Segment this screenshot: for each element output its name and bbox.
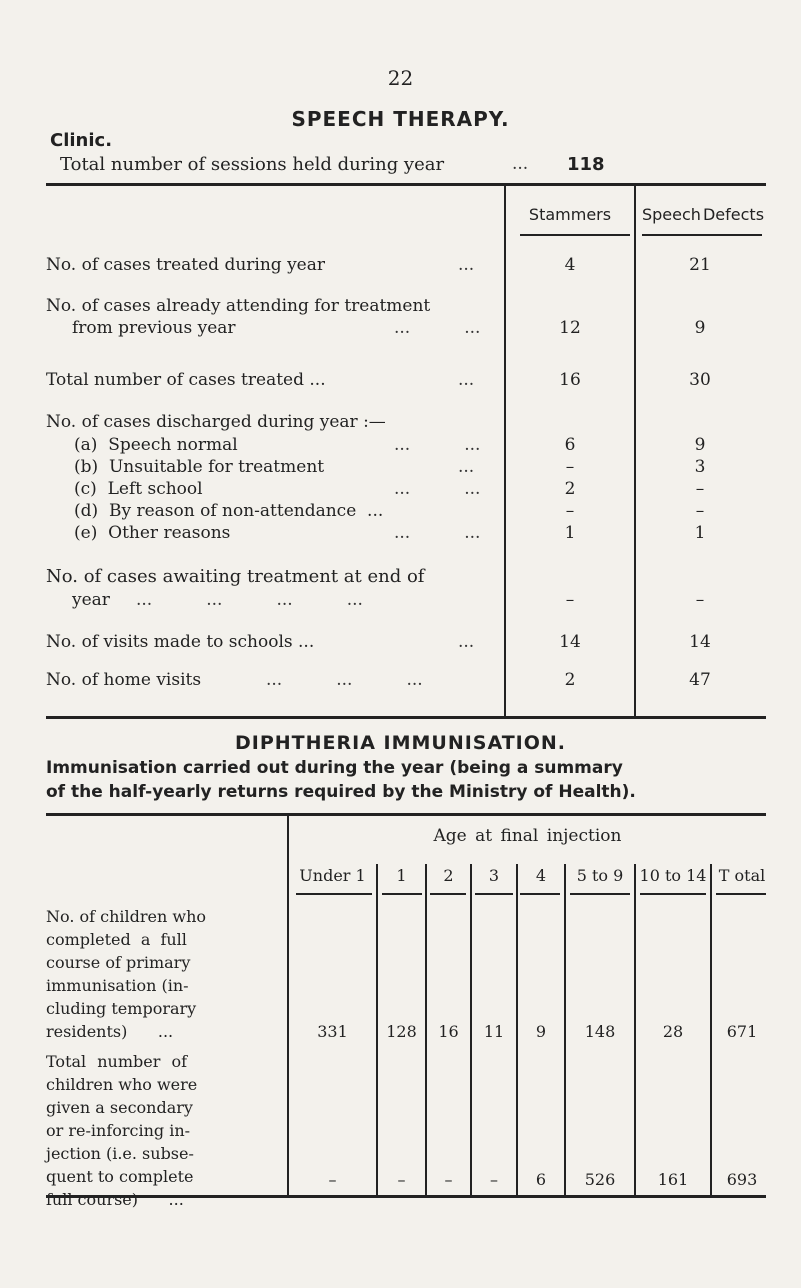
row-label: No. of visits made to schools ... [46, 632, 315, 652]
defects-value: 21 [689, 255, 711, 275]
clinic-heading: Clinic. [50, 130, 113, 151]
stammers-value: 12 [559, 318, 581, 338]
row-label-line: immunisation (in- [46, 976, 189, 995]
diphtheria-subtitle-line1: Immunisation carried out during the year (being a summary [46, 758, 623, 778]
value-age-2: 16 [438, 1022, 459, 1041]
sessions-label: Total number of sessions held during year [60, 154, 445, 175]
value-5-to-9: 148 [584, 1022, 616, 1041]
stammers-value: 2 [564, 479, 576, 499]
row-label: (c) Left school [74, 479, 203, 499]
row-label-line1: No. of cases already attending for treatment [46, 296, 431, 316]
row-dots: ... [458, 457, 475, 477]
value-5-to-9: 526 [584, 1170, 616, 1189]
speech-col-divider-1 [504, 185, 506, 717]
defects-value: 9 [694, 318, 706, 338]
col-header-1: 1 [396, 866, 407, 885]
row-label: (e) Other reasons [74, 523, 231, 543]
row-dots: ... [458, 370, 475, 390]
immunisation-table-top-rule [46, 813, 766, 816]
defects-value: – [695, 590, 705, 610]
row-label-line: given a secondary [46, 1098, 193, 1117]
defects-value: 14 [689, 632, 711, 652]
row-label-line: cluding temporary [46, 999, 197, 1018]
sessions-dots: ... [512, 154, 529, 174]
age-at-final-injection-header: Age at final injection [433, 826, 622, 846]
header-underline [570, 893, 630, 895]
row-dots: ... ... ... ... [136, 590, 363, 610]
header-underline [640, 893, 706, 895]
row-label-line: quent to complete [46, 1167, 194, 1186]
defects-header-underline [642, 234, 762, 236]
row-label: No. of cases treated during year [46, 255, 326, 275]
header-underline [430, 893, 466, 895]
col-header-2: 2 [443, 866, 454, 885]
diphtheria-subtitle-line2: of the half-yearly returns required by the Ministry of Health). [46, 782, 636, 802]
row-label-line: completed a full [46, 930, 187, 949]
defects-value: 9 [694, 435, 706, 455]
value-age-4: 9 [535, 1022, 547, 1041]
col-header-3: 3 [488, 866, 500, 885]
value-age-1: – [397, 1170, 406, 1189]
row-dots: ... ... [394, 435, 481, 455]
row-dots: ... [458, 255, 475, 275]
row-label-line1: No. of cases awaiting treatment at end of [46, 566, 425, 587]
discharged-heading: No. of cases discharged during year :— [46, 412, 386, 432]
row-dots: ... ... ... [266, 670, 423, 690]
header-underline [716, 893, 766, 895]
value-age-1: 128 [386, 1022, 417, 1041]
col-header-under-1: Under 1 [299, 866, 366, 885]
stammers-value: 6 [564, 435, 576, 455]
stammers-value: – [565, 501, 575, 521]
col-header-5-to-9: 5 to 9 [576, 866, 624, 885]
row-label: No. of home visits [46, 670, 202, 690]
row-label: (b) Unsuitable for treatment [74, 457, 325, 477]
value-age-3: – [490, 1170, 498, 1189]
value-age-3: 11 [483, 1022, 505, 1041]
stammers-value: 4 [564, 255, 576, 275]
row-label-line2: year [72, 590, 110, 610]
stammers-value: – [565, 457, 575, 477]
row-label-line: course of primary [46, 953, 191, 972]
value-total: 693 [726, 1170, 758, 1189]
defects-value: 3 [694, 457, 706, 477]
row-label: (d) By reason of non-attendance ... [74, 501, 384, 521]
header-underline [475, 893, 513, 895]
value-under-1: 331 [317, 1022, 348, 1041]
row-label-line: jection (i.e. subse- [46, 1144, 194, 1163]
defects-value: – [695, 501, 705, 521]
row-label-line: Total number of [46, 1052, 188, 1071]
row-dots: ... ... [394, 479, 481, 499]
value-total: 671 [726, 1022, 758, 1041]
defects-value: 1 [694, 523, 706, 543]
speech-therapy-title: SPEECH THERAPY. [291, 107, 510, 131]
stammers-value: 2 [564, 670, 576, 690]
row-label-line: children who were [46, 1075, 198, 1094]
stammers-value: 1 [564, 523, 576, 543]
row-dots: ... ... [394, 318, 481, 338]
row-label-line2: from previous year [72, 318, 236, 338]
row-label-line: full course) ... [46, 1190, 184, 1209]
diphtheria-title: DIPHTHERIA IMMUNISATION. [234, 732, 567, 754]
defects-value: 47 [689, 670, 711, 690]
value-age-2: – [444, 1170, 453, 1189]
header-underline [382, 893, 422, 895]
row-label-line: or re-inforcing in- [46, 1121, 191, 1140]
sessions-value: 118 [567, 154, 605, 175]
row-label-line: residents) ... [46, 1022, 174, 1041]
row-dots: ... [458, 632, 475, 652]
stammers-value: – [565, 590, 575, 610]
value-under-1: – [328, 1170, 337, 1189]
row-label: Total number of cases treated ... [46, 370, 326, 390]
stammers-value: 14 [559, 632, 581, 652]
value-10-to-14: 28 [662, 1022, 684, 1041]
row-label-line: No. of children who [46, 907, 207, 926]
col-header-4: 4 [535, 866, 547, 885]
col-header-stammers: Stammers [528, 205, 612, 224]
defects-value: 30 [689, 370, 711, 390]
row-label: (a) Speech normal [74, 435, 238, 455]
header-underline [296, 893, 372, 895]
col-header-total: T otal [718, 866, 766, 885]
defects-value: – [695, 479, 705, 499]
col-header-10-to-14: 10 to 14 [639, 866, 707, 885]
speech-table-bottom-rule [46, 716, 766, 719]
value-age-4: 6 [535, 1170, 547, 1189]
col-header-speech-defects: Speech Defects [641, 205, 765, 224]
speech-table-top-rule [46, 183, 766, 186]
page-number: 22 [387, 66, 414, 90]
speech-col-divider-2 [634, 185, 636, 717]
value-10-to-14: 161 [657, 1170, 689, 1189]
header-underline [520, 893, 560, 895]
row-dots: ... ... [394, 523, 481, 543]
stammers-value: 16 [559, 370, 581, 390]
stammers-header-underline [520, 234, 630, 236]
